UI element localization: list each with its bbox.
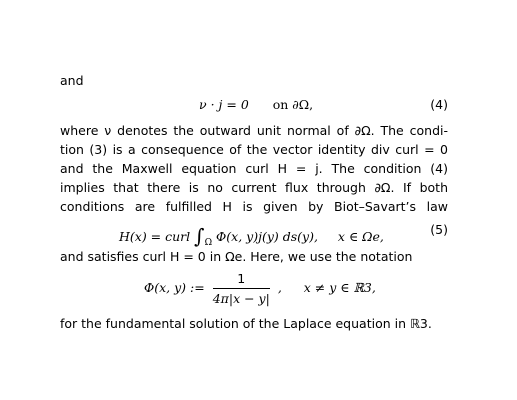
- text-and: and: [60, 73, 84, 88]
- fraction-numerator: 1: [213, 271, 270, 289]
- integral-sign: ∫: [194, 224, 205, 248]
- eq4-condition: on ∂Ω,: [272, 97, 314, 112]
- eq4-lhs: ν · j = 0: [199, 97, 249, 112]
- paragraph-line-4: implies that there is no current flux through ∂Ω. If both: [60, 180, 448, 195]
- equation-4: [199, 97, 313, 112]
- equation-6: [144, 271, 376, 306]
- integral-domain: Ω: [204, 238, 213, 248]
- equation-5: [119, 222, 384, 246]
- eq5-body: Φ(x, y)j(y) ds(y),: [216, 229, 318, 244]
- paragraph-line-2: tion (3) is a consequence of the vector identity div curl = 0: [60, 142, 448, 157]
- eq5-number: (5): [430, 222, 448, 237]
- eq5-condition: x ∈ Ωe,: [337, 229, 384, 244]
- paragraph-line-1: where ν denotes the outward unit normal of ∂Ω. The condi-: [60, 123, 448, 138]
- eq4-number: (4): [430, 97, 448, 112]
- paragraph-line-3: and the Maxwell equation curl H = j. The condition (4): [60, 161, 448, 176]
- paragraph-line-5: conditions are fulfilled H is given by Biot–Savart’s law: [60, 199, 448, 214]
- paragraph-2: and satisfies curl H = 0 in Ωe. Here, we use the notation: [60, 249, 413, 264]
- eq5-lhs: H(x) = curl: [119, 229, 191, 244]
- eq6-comma: ,: [277, 280, 282, 295]
- paragraph-3: for the fundamental solution of the Laplace equation in ℝ3.: [60, 316, 432, 331]
- eq6-condition: x ≠ y ∈ ℝ3,: [303, 280, 376, 295]
- fraction: [213, 271, 270, 306]
- fraction-denominator: 4π|x − y|: [212, 291, 270, 306]
- eq6-lhs: Φ(x, y) :=: [144, 280, 205, 295]
